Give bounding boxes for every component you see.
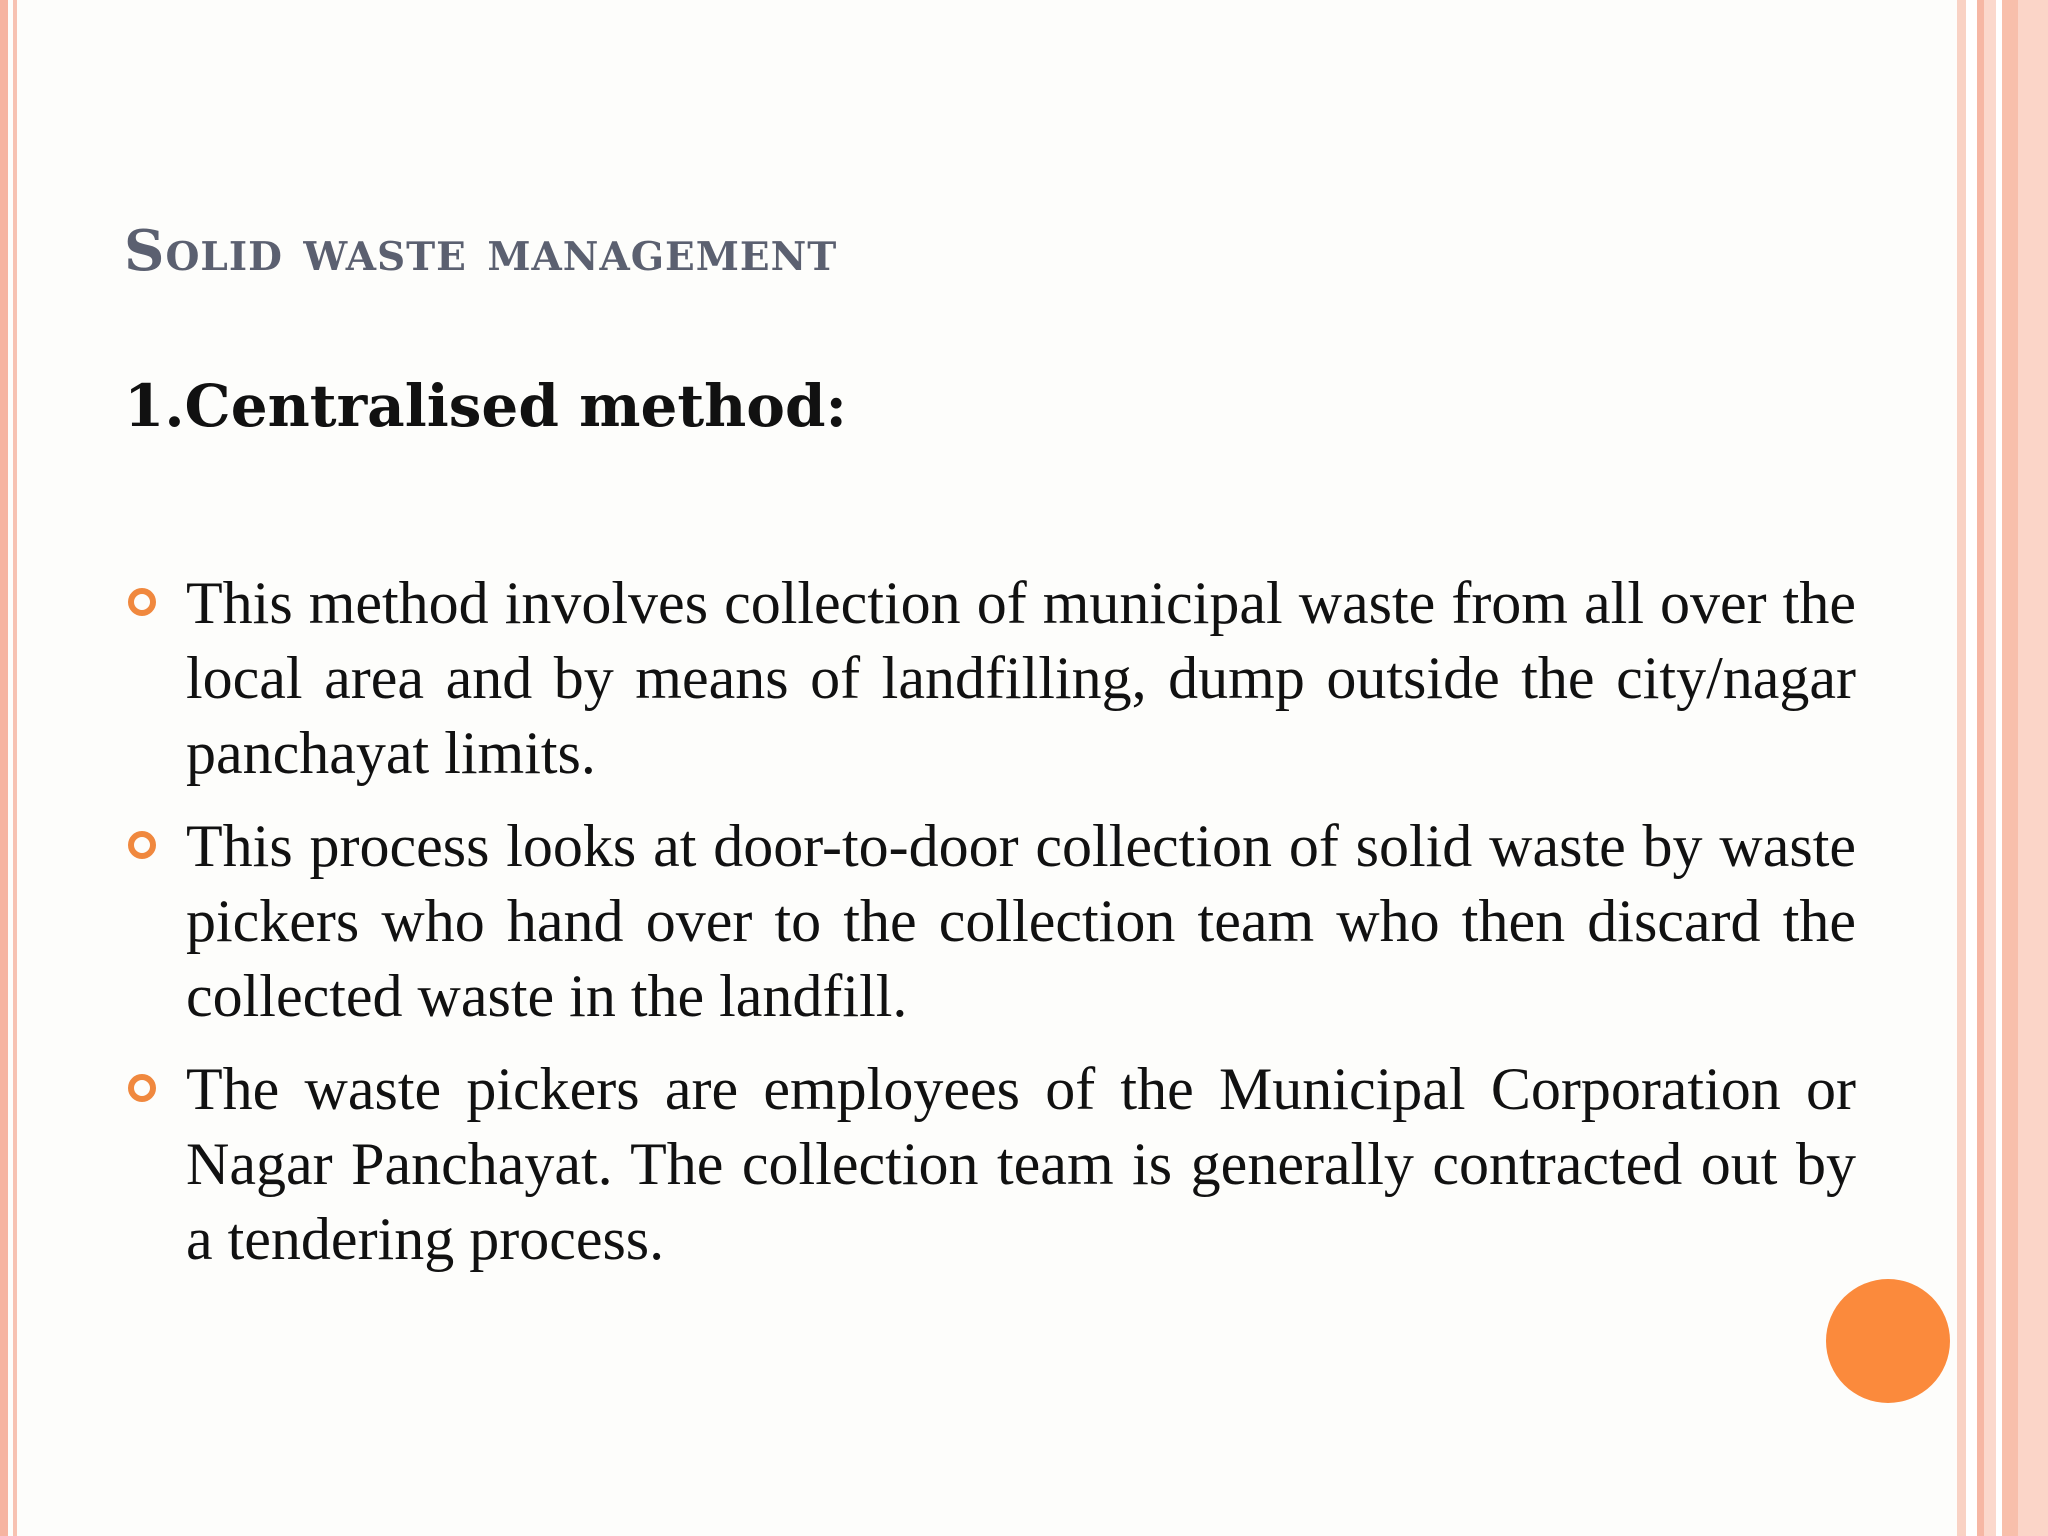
right-border-stripe (1977, 0, 1984, 1536)
bullet-text: The waste pickers are employees of the Municipal Corporation or Nagar Panchayat. The collection team is generally contracted out by a tendering process. (186, 1056, 1856, 1272)
left-border-stripe-inner (13, 0, 17, 1536)
right-border-stripe (1984, 0, 1996, 1536)
right-border-stripe (2018, 0, 2048, 1536)
slide-title: Solid waste management (124, 218, 838, 284)
bullet-item (124, 566, 1856, 791)
right-border-stripe (1957, 0, 1966, 1536)
bullet-item (124, 1052, 1856, 1277)
left-border-stripe (0, 0, 8, 1536)
right-border-gap (1966, 0, 1977, 1536)
right-border-stripe (2002, 0, 2018, 1536)
ring-bullet-icon (128, 1074, 156, 1102)
section-heading: 1.Centralised method: (124, 372, 847, 440)
decorative-orange-circle (1826, 1279, 1950, 1403)
ring-bullet-icon (128, 588, 156, 616)
ring-bullet-icon (128, 831, 156, 859)
bullet-list (124, 566, 1856, 1295)
bullet-text: This process looks at door-to-door collection of solid waste by waste pickers who hand over to the collection team who then discard the collected waste in the landfill. (186, 813, 1856, 1029)
bullet-text: This method involves collection of municipal waste from all over the local area and by means of landfilling, dump outside the city/nagar panchayat limits. (186, 570, 1856, 786)
bullet-item (124, 809, 1856, 1034)
